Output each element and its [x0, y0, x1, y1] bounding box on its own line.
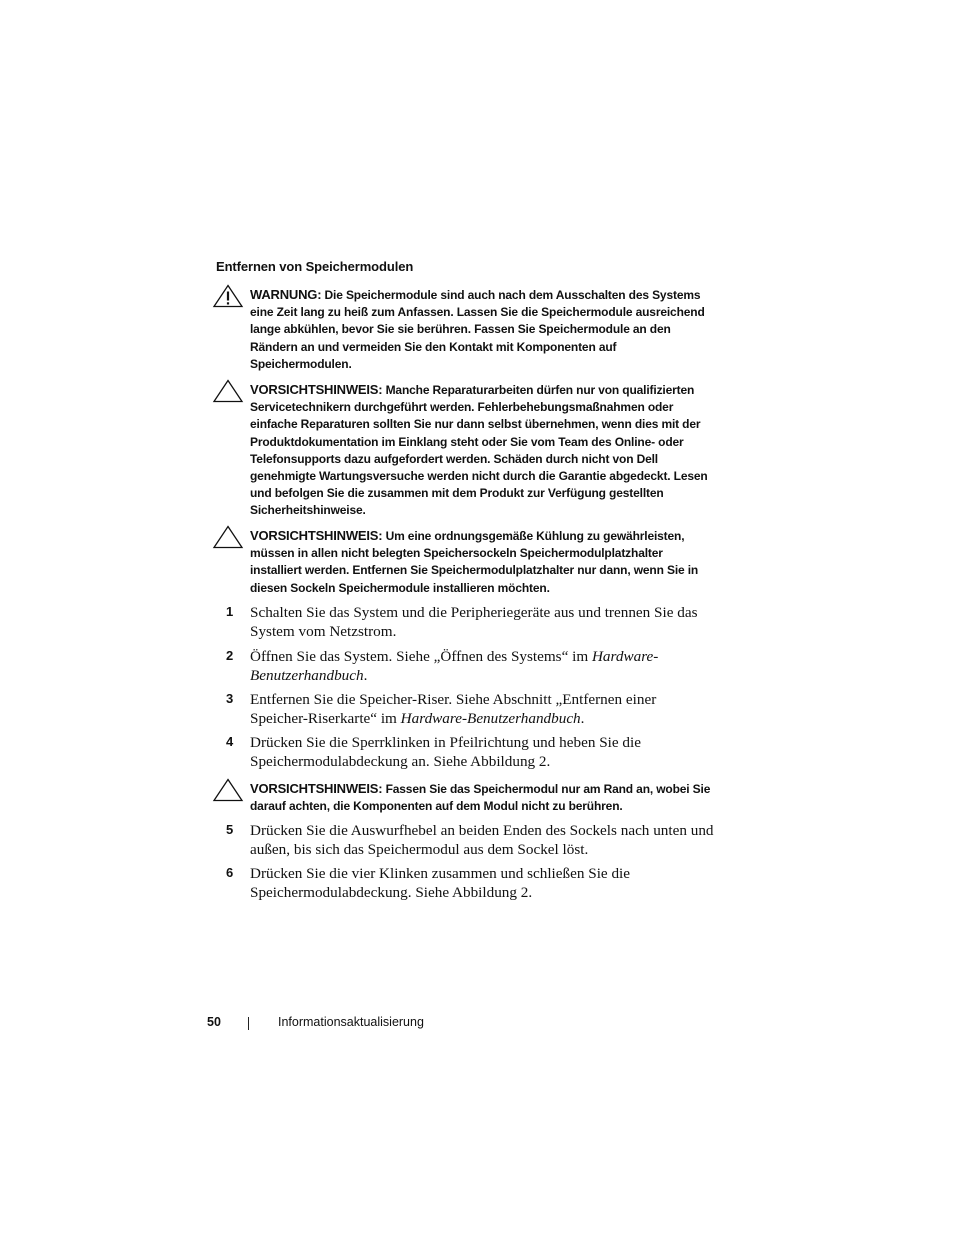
step-text [250, 690, 716, 728]
caution-body-3: Fassen Sie das Speichermodul nur am Rand an, wobei Sie darauf achten, die Komponenten auf dem Modul nicht zu berühren. [250, 782, 711, 814]
step-text-part: . [580, 710, 585, 727]
step-text-part: . [363, 667, 368, 684]
footer-section-title: Informationsaktualisierung [278, 1015, 424, 1029]
caution-triangle-icon [212, 778, 244, 802]
step-3 [216, 690, 716, 728]
step-number: 3 [226, 691, 234, 706]
step-text: Schalten Sie das System und die Peripheriegeräte aus und trennen Sie das System vom Netzstrom. [250, 604, 698, 640]
caution-body-2: Um eine ordnungsgemäße Kühlung zu gewährleisten, müssen in allen nicht belegten Speichersockeln Speichermodulplatzhalter installiert werden. Entfernen Sie Speichermodulplatzhalter nur dann, wenn Sie in diesen Sockeln Speichermodule installieren möchten. [250, 529, 699, 595]
step-6 [216, 864, 716, 902]
manual-reference: Hardware-Benutzerhandbuch [250, 648, 659, 684]
page-number: 50 [207, 1015, 221, 1029]
step-text-part: Entfernen Sie die Speicher-Riser. Siehe Abschnitt „Entfernen einer Speicher-Riserkarte“ im [250, 691, 657, 727]
step-2 [216, 647, 716, 685]
step-number: 6 [226, 865, 234, 880]
warning-body: Die Speichermodule sind auch nach dem Ausschalten des Systems eine Zeit lang zu heiß zum Anfassen. Lassen Sie die Speichermodule ausreichend lange abkühlen, bevor Sie sie berühren. Fassen Sie Speichermodule an den Rändern an und vermeiden Sie den Kontakt mit Komponenten auf Speichermodulen. [250, 288, 705, 371]
step-number: 4 [226, 734, 234, 749]
step-5 [216, 821, 716, 859]
manual-reference: Hardware-Benutzerhandbuch [400, 710, 581, 727]
step-text [250, 647, 716, 685]
step-number: 5 [226, 822, 234, 837]
caution-triangle-icon [212, 525, 244, 549]
footer-divider [248, 1017, 249, 1030]
warning-notice [212, 286, 716, 373]
caution-notice-1 [212, 381, 716, 520]
step-4 [216, 733, 716, 771]
caution-body-1: Manche Reparaturarbeiten dürfen nur von qualifizierten Servicetechnikern durchgeführt werden. Fehlerbehebungsmaßnahmen oder einfache Reparaturen sollten Sie nur dann selbst übernehmen, wenn dies mit der Produktdokumentation im Einklang steht oder Sie vom Team des Online- oder Telefonsupports dazu aufgefordert werden. Schäden durch nicht von Dell genehmigte Wartungsversuche werden nicht durch die Garantie abgedeckt. Lesen und befolgen Sie die zusammen mit dem Produkt zur Verfügung gestellten Sicherheitshinweise. [250, 383, 708, 518]
caution-text-2 [250, 527, 716, 597]
step-text: Drücken Sie die Auswurfhebel an beiden Enden des Sockels nach unten und außen, bis sich das Speichermodul aus dem Sockel löst. [250, 822, 714, 858]
caution-text-1 [250, 381, 716, 520]
caution-notice-3 [212, 780, 716, 815]
warning-label: WARNUNG: [250, 287, 322, 302]
step-text-part: Öffnen Sie das System. Siehe „Öffnen des Systems“ im [250, 648, 592, 665]
caution-triangle-icon [212, 379, 244, 403]
step-number: 1 [226, 604, 234, 619]
caution-notice-2 [212, 527, 716, 597]
step-number: 2 [226, 648, 234, 663]
warning-triangle-icon [212, 284, 244, 308]
warning-text [250, 286, 716, 373]
step-text: Drücken Sie die Sperrklinken in Pfeilrichtung und heben Sie die Speichermodulabdeckung an. Siehe Abbildung 2. [250, 734, 641, 770]
caution-text-3 [250, 780, 716, 815]
step-text: Drücken Sie die vier Klinken zusammen und schließen Sie die Speichermodulabdeckung. Siehe Abbildung 2. [250, 865, 631, 901]
caution-label-3: VORSICHTSHINWEIS: [250, 781, 383, 796]
section-heading: Entfernen von Speichermodulen [216, 259, 414, 274]
caution-label-1: VORSICHTSHINWEIS: [250, 382, 383, 397]
step-1 [216, 603, 716, 641]
caution-label-2: VORSICHTSHINWEIS: [250, 528, 383, 543]
